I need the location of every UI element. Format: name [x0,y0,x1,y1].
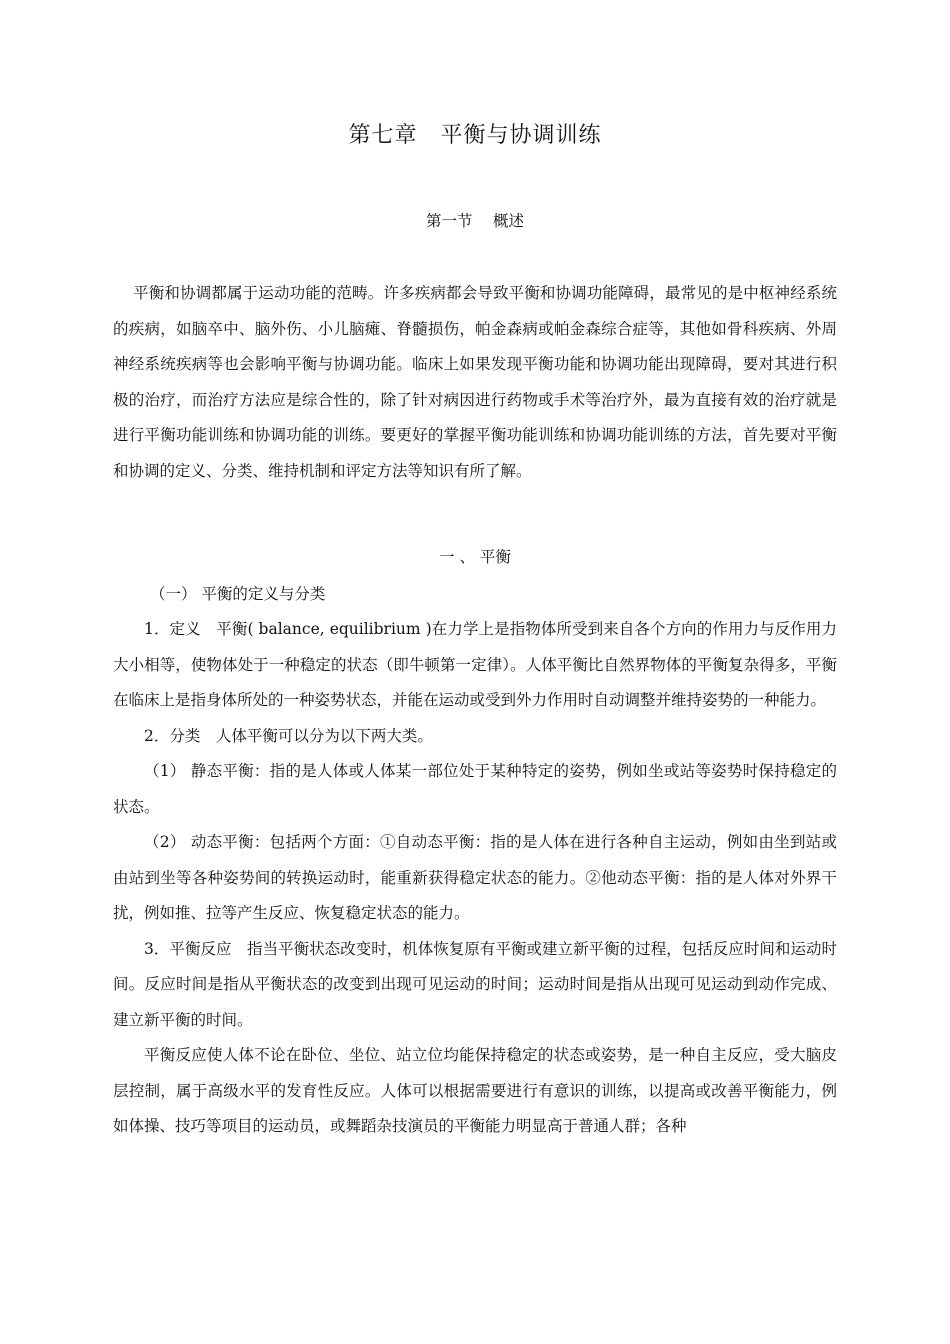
subheading-definition: （一） 平衡的定义与分类 [150,585,326,603]
paragraph-balance-reaction: 3．平衡反应 指当平衡状态改变时，机体恢复原有平衡或建立新平衡的过程，包括反应时间和运动时间。反应时间是指从平衡状态的改变到出现可见运动的时间；运动时间是指从出现可见运动到动作完成、建立新平衡的时间。 [113,939,837,1029]
paragraph-static-balance: （1） 静态平衡：指的是人体或人体某一部位处于某种特定的姿势，例如坐或站等姿势时保持稳定的状态。 [113,762,837,816]
intro-paragraph: 平衡和协调都属于运动功能的范畴。许多疾病都会导致平衡和协调功能障碍，最常见的是中枢神经系统的疾病，如脑卒中、脑外伤、小儿脑瘫、脊髓损伤，帕金森病或帕金森综合症等，其他如骨科疾病、外周神经系统疾病等也会影响平衡与协调功能。临床上如果发现平衡功能和协调功能出现障碍，要对其进行积极的治疗，而治疗方法应是综合性的，除了针对病因进行药物或手术等治疗外，最为直接有效的治疗就是进行平衡功能训练和协调功能的训练。要更好的掌握平衡功能训练和协调功能训练的方法，首先要对平衡和协调的定义、分类、维持机制和评定方法等知识有所了解。 [113,284,837,480]
paragraph-reaction-detail: 平衡反应使人体不论在卧位、坐位、站立位均能保持稳定的状态或姿势，是一种自主反应，受大脑皮层控制，属于高级水平的发育性反应。人体可以根据需要进行有意识的训练，以提高或改善平衡能力，例如体操、技巧等项目的运动员，或舞蹈杂技演员的平衡能力明显高于普通人群；各种 [113,1046,837,1135]
intro-block [113,276,837,489]
paragraph-classification: 2．分类 人体平衡可以分为以下两大类。 [144,726,433,745]
paragraph-definition: 1．定义 平衡( balance, equilibrium )在力学上是指物体所受到来自各个方向的作用力与反作用力大小相等，使物体处于一种稳定的状态（即牛顿第一定律）。人体平衡比自然界物体的平衡复杂得多，平衡在临床上是指身体所处的一种姿势状态，并能在运动或受到外力作用时自动调整并维持姿势的一种能力。 [113,620,837,709]
chapter-title: 第七章 平衡与协调训练 [348,123,602,148]
section-title: 第一节 概述 [426,212,524,230]
heading-balance: 一 、 平衡 [439,548,511,566]
main-text-block [113,612,837,1145]
paragraph-dynamic-balance: （2） 动态平衡：包括两个方面：①自动态平衡：指的是人体在进行各种自主运动，例如由坐到站或由站到坐等各种姿势间的转换运动时，能重新获得稳定状态的能力。②他动态平衡：指的是人体对外界干扰，例如推、拉等产生反应、恢复稳定状态的能力。 [113,833,837,922]
